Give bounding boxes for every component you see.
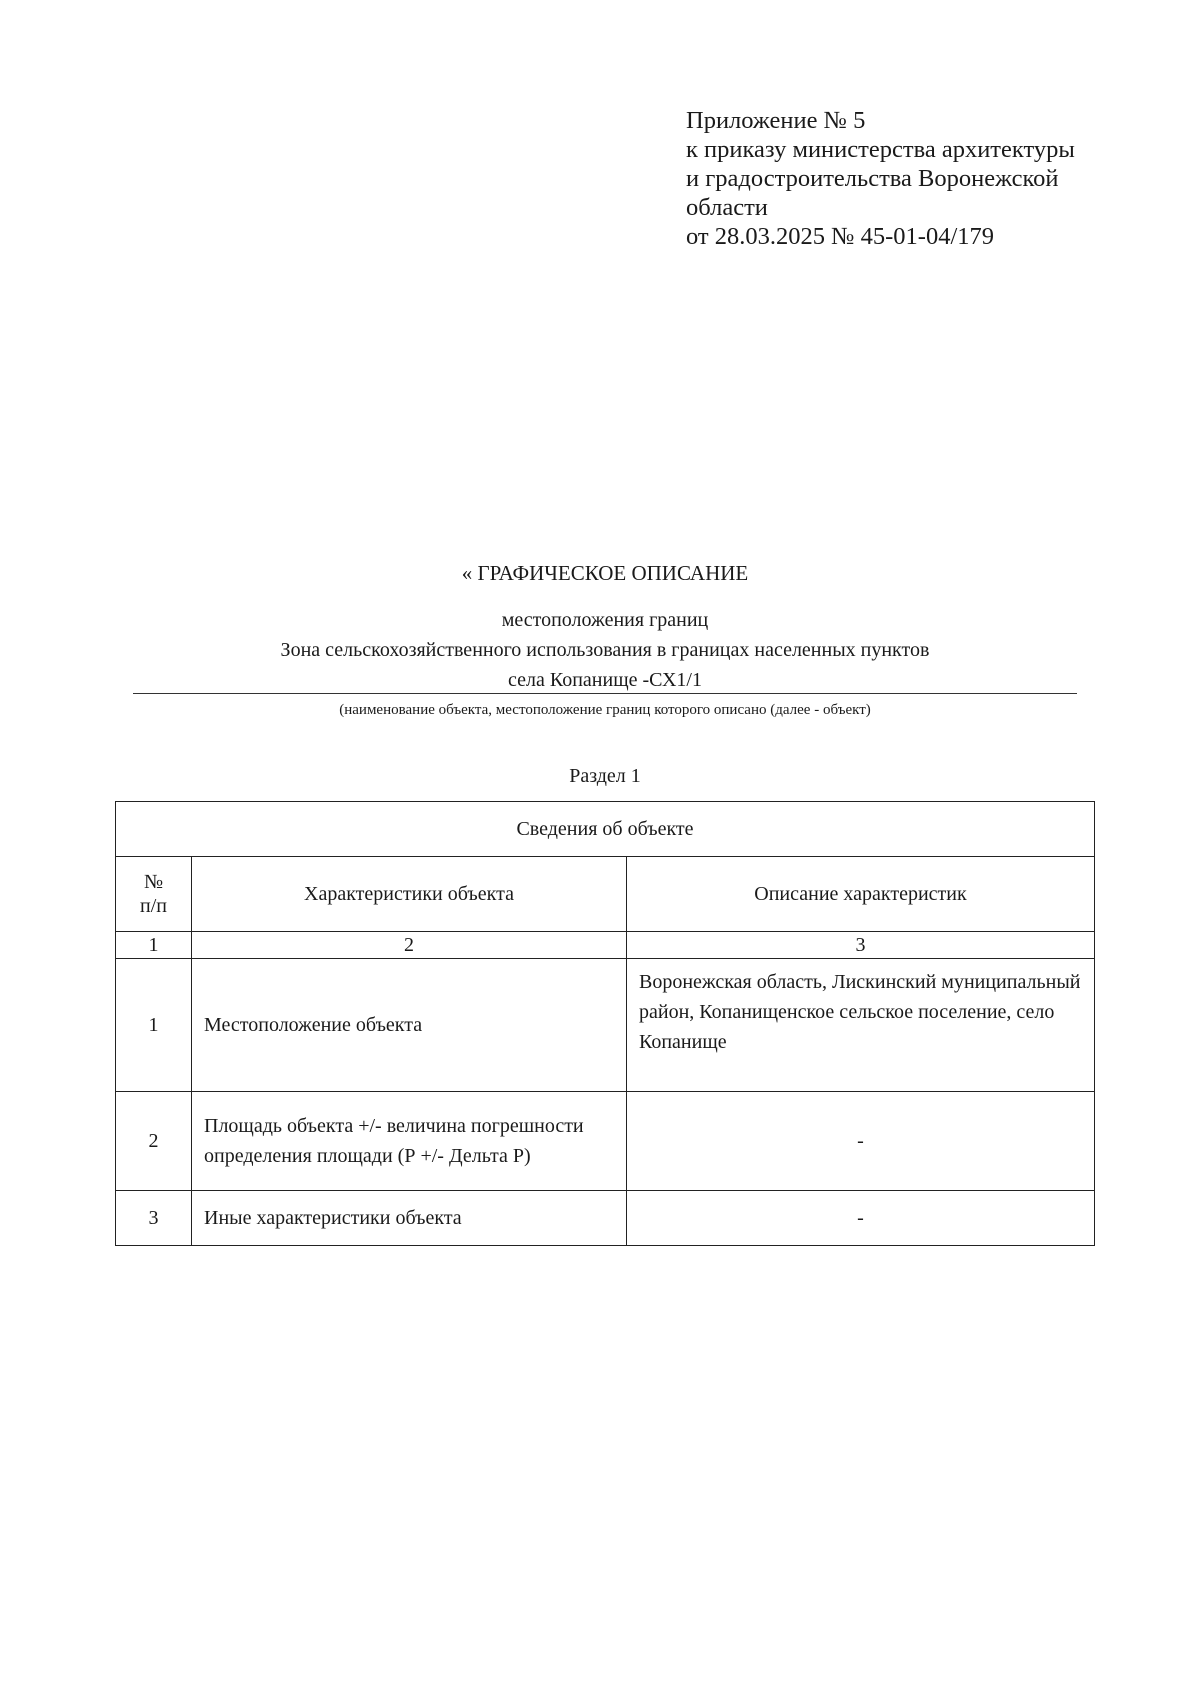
section-label: Раздел 1 — [569, 765, 641, 787]
column-number: 2 — [192, 932, 627, 959]
row-num: 3 — [116, 1191, 192, 1246]
table-caption: Сведения об объекте — [116, 802, 1095, 857]
header-num — [116, 857, 192, 932]
appendix-line: от 28.03.2025 № 45-01-04/179 — [686, 223, 995, 250]
table-row — [116, 959, 1095, 1092]
header-num-label: № п/п — [140, 871, 167, 917]
appendix-reference — [686, 106, 1166, 251]
row-characteristic: Площадь объекта +/- величина погрешности определения площади (Р +/- Дельта Р) — [192, 1092, 627, 1191]
appendix-line: области — [686, 194, 768, 221]
header-characteristic: Характеристики объекта — [192, 857, 627, 932]
table-caption-row — [116, 802, 1095, 857]
row-description: - — [627, 1092, 1095, 1191]
document-subtitle-block — [130, 605, 1080, 695]
appendix-line: Приложение № 5 — [686, 107, 866, 134]
document-title: « ГРАФИЧЕСКОЕ ОПИСАНИЕ — [461, 561, 749, 585]
object-name-line: села Копанище -СХ1/1 — [508, 669, 702, 691]
appendix-line: к приказу министерства архитектуры — [686, 136, 1075, 163]
appendix-line: и градостроительства Воронежской — [686, 165, 1059, 192]
column-number: 3 — [627, 932, 1095, 959]
object-name-line: Зона сельскохозяйственного использования в границах населенных пунктов — [280, 639, 930, 661]
object-name-caption: (наименование объекта, местоположение границ которого описано (далее - объект) — [339, 702, 871, 718]
document-subtitle: местоположения границ — [501, 609, 709, 631]
table-header-row — [116, 857, 1095, 932]
table-row — [116, 1092, 1095, 1191]
row-characteristic: Местоположение объекта — [192, 959, 627, 1092]
row-description: Воронежская область, Лискинский муниципальный район, Копанищенское сельское поселение, село Копанище — [627, 959, 1095, 1092]
object-name-underline — [133, 693, 1077, 694]
row-characteristic: Иные характеристики объекта — [192, 1191, 627, 1246]
header-description: Описание характеристик — [627, 857, 1095, 932]
table-row — [116, 1191, 1095, 1246]
row-description: - — [627, 1191, 1095, 1246]
column-number-row — [116, 932, 1095, 959]
row-num: 2 — [116, 1092, 192, 1191]
column-number: 1 — [116, 932, 192, 959]
row-num: 1 — [116, 959, 192, 1092]
object-info-table — [115, 801, 1095, 1246]
